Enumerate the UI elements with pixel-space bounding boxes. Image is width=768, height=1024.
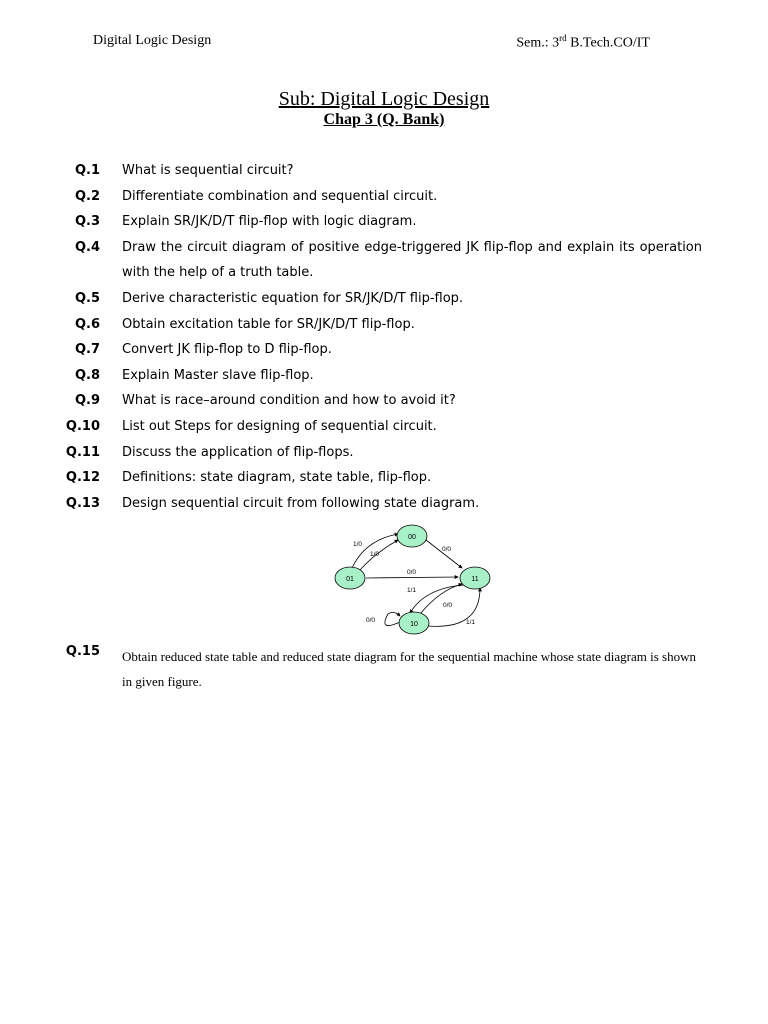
question-text: Discuss the application of flip-flops. <box>122 444 354 460</box>
transition-label: 1/0 <box>370 551 380 558</box>
question-number: Q.8 <box>74 367 100 383</box>
question-item <box>0 235 768 286</box>
question-number: Q.6 <box>74 316 100 332</box>
header-course: Digital Logic Design <box>93 33 212 48</box>
transition-label: 1/0 <box>353 541 363 548</box>
question-number: Q.11 <box>65 444 100 460</box>
question-text: Differentiate combination and sequential circuit. <box>122 188 438 204</box>
question-number: Q.15 <box>65 644 100 659</box>
question-text: What is race–around condition and how to avoid it? <box>122 393 456 409</box>
state-diagram <box>330 518 500 638</box>
state-label: 00 <box>408 534 416 541</box>
transition-arrow <box>410 585 464 613</box>
question-item <box>0 337 768 363</box>
page-title: Sub: Digital Logic Design <box>278 88 490 110</box>
question-list <box>0 158 768 516</box>
transition-label: 0/0 <box>366 617 376 624</box>
transition-arrow <box>420 584 462 614</box>
question-text: Explain SR/JK/D/T flip-flop with logic diagram. <box>122 214 417 230</box>
state-label: 10 <box>410 621 418 628</box>
question-text: Obtain reduced state table and reduced state diagram for the sequential machine whose state diagram is shown in given figure. <box>122 649 696 689</box>
transition-label: 0/0 <box>407 569 417 576</box>
question-item <box>0 491 768 517</box>
question-item <box>0 312 768 338</box>
header-semester <box>516 33 650 52</box>
question-text: Derive characteristic equation for SR/JK/D/T flip-flop. <box>122 290 464 306</box>
transition-label: 1/1 <box>466 619 476 626</box>
transition-arrow <box>426 540 462 568</box>
state-label: 01 <box>346 576 354 583</box>
question-number: Q.7 <box>74 342 100 358</box>
transition-arrow <box>366 577 458 578</box>
question-text: Definitions: state diagram, state table, flip-flop. <box>122 470 432 486</box>
question-number: Q.5 <box>74 290 100 306</box>
question-number: Q.10 <box>65 418 100 434</box>
question-number: Q.3 <box>74 214 100 230</box>
question-number: Q.1 <box>74 163 100 178</box>
question-item <box>0 184 768 210</box>
question-number: Q.13 <box>65 495 100 511</box>
header-semester-sup: rd <box>559 33 567 43</box>
transition-label: 1/1 <box>407 587 417 594</box>
question-item <box>0 465 768 491</box>
question-number: Q.12 <box>65 470 100 486</box>
question-item-q15 <box>0 644 768 694</box>
transition-label: 0/0 <box>442 546 452 553</box>
question-text: Obtain excitation table for SR/JK/D/T flip-flop. <box>122 316 415 332</box>
question-text: List out Steps for designing of sequential circuit. <box>122 418 437 434</box>
question-number: Q.9 <box>74 393 100 409</box>
question-item <box>0 158 768 184</box>
transition-arrow <box>385 612 400 625</box>
question-text: What is sequential circuit? <box>122 163 294 178</box>
question-item <box>0 414 768 440</box>
question-text: Explain Master slave flip-flop. <box>122 367 314 383</box>
question-text: Design sequential circuit from following state diagram. <box>122 495 480 511</box>
state-label: 11 <box>471 576 479 583</box>
question-item <box>0 209 768 235</box>
header-semester-suffix: B.Tech.CO/IT <box>566 35 650 51</box>
question-text: Draw the circuit diagram of positive edge-triggered JK flip-flop and explain its operation with the help of a truth table. <box>122 239 702 281</box>
transition-label: 0/0 <box>443 602 453 609</box>
header-semester-prefix: Sem.: 3 <box>516 35 560 51</box>
question-text: Convert JK flip-flop to D flip-flop. <box>122 342 332 358</box>
question-item <box>0 388 768 414</box>
question-item <box>0 440 768 466</box>
page-subtitle: Chap 3 (Q. Bank) <box>323 111 445 128</box>
question-number: Q.2 <box>74 188 100 204</box>
question-item <box>0 363 768 389</box>
question-number: Q.4 <box>74 239 100 255</box>
question-item <box>0 286 768 312</box>
